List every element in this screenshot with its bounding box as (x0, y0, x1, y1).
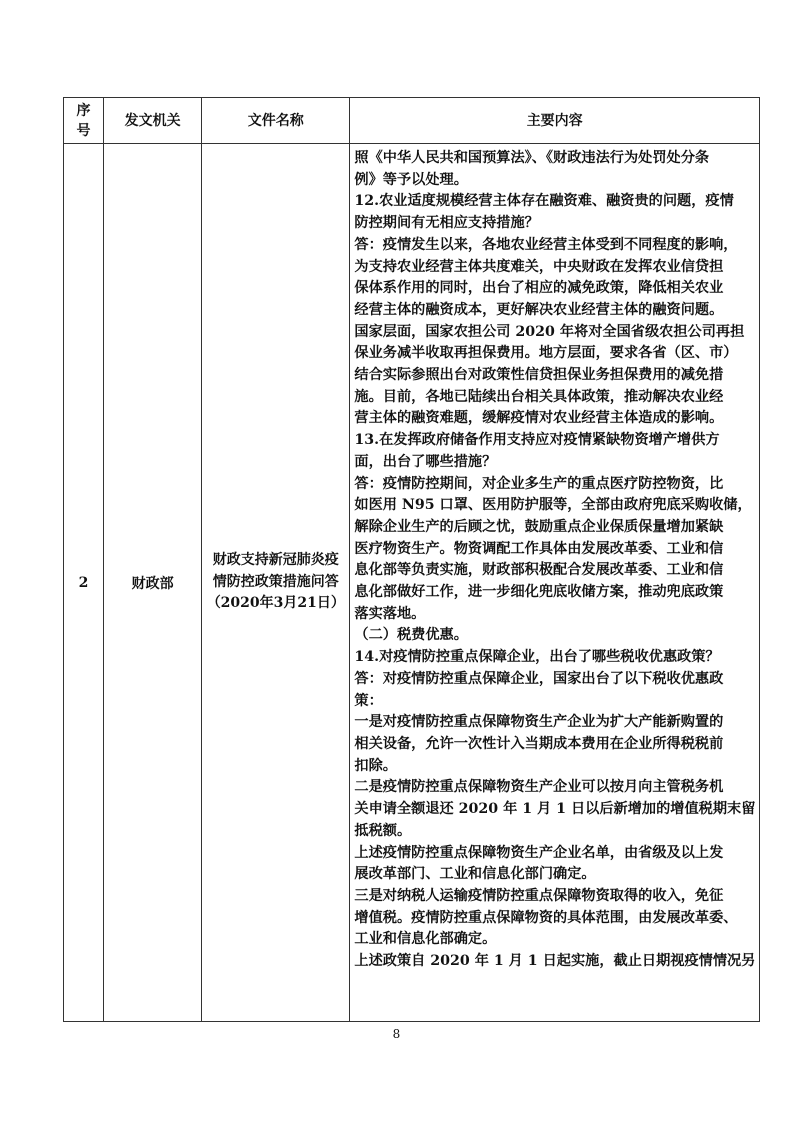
policy-table (63, 97, 760, 1022)
content-line: 经营主体的融资成本，更好解决农业经营主体的融资问题。 (354, 301, 724, 318)
doc-title-line: 情防控政策措施问答 (212, 573, 339, 590)
content-line: 医疗物资生产。物资调配工作具体由发展改革委、工业和信 (354, 540, 724, 557)
header-no-line: 号 (76, 122, 91, 139)
content-line: 落实落地。 (354, 605, 426, 622)
content-line: 息化部等负责实施，财政部积极配合发展改革委、工业和信 (354, 562, 724, 579)
content-line: 答：对疫情防控重点保障企业，国家出台了以下税收优惠政 (354, 670, 724, 687)
content-line: 13.在发挥政府储备作用支持应对疫情紧缺物资增产增供方 (354, 432, 720, 449)
content-line: 关申请全额退还 2020 年 1 月 1 日以后新增加的增值税期末留 (354, 801, 756, 818)
content-line: 例》等予以处理。 (354, 171, 468, 188)
content-line: 二是疫情防控重点保障物资生产企业可以按月向主管税务机 (354, 779, 724, 796)
content-line: 国家层面，国家农担公司 2020 年将对全国省级农担公司再担 (354, 323, 745, 340)
header-content: 主要内容 (350, 98, 760, 144)
cell-doc-title (202, 144, 350, 1022)
content-line: 14.对疫情防控重点保障企业，出台了哪些税收优惠政策？ (354, 649, 720, 666)
cell-content (350, 144, 760, 1022)
content-line: 上述政策自 2020 年 1 月 1 日起实施，截止日期视疫情情况另 (354, 953, 756, 970)
header-no (64, 98, 104, 144)
content-line: 结合实际参照出台对政策性信贷担保业务担保费用的减免措 (354, 367, 724, 384)
content-line: 息化部做好工作，进一步细化兜底收储方案，推动兜底政策 (354, 584, 724, 601)
header-doc-title: 文件名称 (202, 98, 350, 144)
content-line: 为支持农业经营主体共度难关，中央财政在发挥农业信贷担 (354, 258, 724, 275)
content-line: 答：疫情发生以来，各地农业经营主体受到不同程度的影响， (354, 236, 738, 253)
cell-agency: 财政部 (104, 144, 202, 1022)
content-line: 如医用 N95 口罩、医用防护服等，全部由政府兜底采购收储， (354, 497, 752, 514)
content-line: 营主体的融资难题，缓解疫情对农业经营主体造成的影响。 (354, 410, 724, 427)
content-line: 照《中华人民共和国预算法》、《财政违法行为处罚处分条 (354, 150, 710, 166)
content-line: 防控期间有无相应支持措施？ (354, 215, 539, 232)
content-line: （二）税费优惠。 (354, 627, 468, 644)
content-line: 展改革部门、工业和信息化部门确定。 (354, 866, 596, 883)
content-line: 解除企业生产的后顾之忧，鼓励重点企业保质保量增加紧缺 (354, 518, 724, 535)
doc-title-line: （2020年3月21日） (206, 595, 345, 612)
content-line: 施。目前，各地已陆续出台相关具体政策，推动解决农业经 (354, 388, 724, 405)
content-line: 保业务减半收取再担保费用。地方层面，要求各省（区、市） (354, 345, 738, 362)
header-no-line: 序 (76, 102, 91, 119)
content-line: 一是对疫情防控重点保障物资生产企业为扩大产能新购置的 (354, 714, 724, 731)
content-line: 答：疫情防控期间，对企业多生产的重点医疗防控物资，比 (354, 475, 724, 492)
content-line: 扣除。 (354, 757, 397, 774)
content-line: 12.农业适度规模经营主体存在融资难、融资贵的问题，疫情 (354, 193, 734, 210)
cell-no: 2 (64, 144, 104, 1022)
content-line: 相关设备，允许一次性计入当期成本费用在企业所得税税前 (354, 735, 724, 752)
header-agency: 发文机关 (104, 98, 202, 144)
page-number: 8 (392, 1027, 401, 1041)
table-header-row (64, 98, 760, 144)
doc-title-line: 财政支持新冠肺炎疫 (212, 552, 339, 569)
content-line: 策： (354, 692, 383, 709)
content-line: 抵税额。 (354, 822, 412, 839)
content-line: 上述疫情防控重点保障物资生产企业名单，由省级及以上发 (354, 844, 724, 861)
table-row (64, 144, 760, 1022)
content-line: 工业和信息化部确定。 (354, 931, 497, 948)
content-line: 增值税。疫情防控重点保障物资的具体范围，由发展改革委、 (354, 909, 738, 926)
content-line: 三是对纳税人运输疫情防控重点保障物资取得的收入，免征 (354, 887, 724, 904)
content-line: 面，出台了哪些措施？ (354, 453, 497, 470)
content-line: 保体系作用的同时，出台了相应的减免政策，降低相关农业 (354, 280, 724, 297)
